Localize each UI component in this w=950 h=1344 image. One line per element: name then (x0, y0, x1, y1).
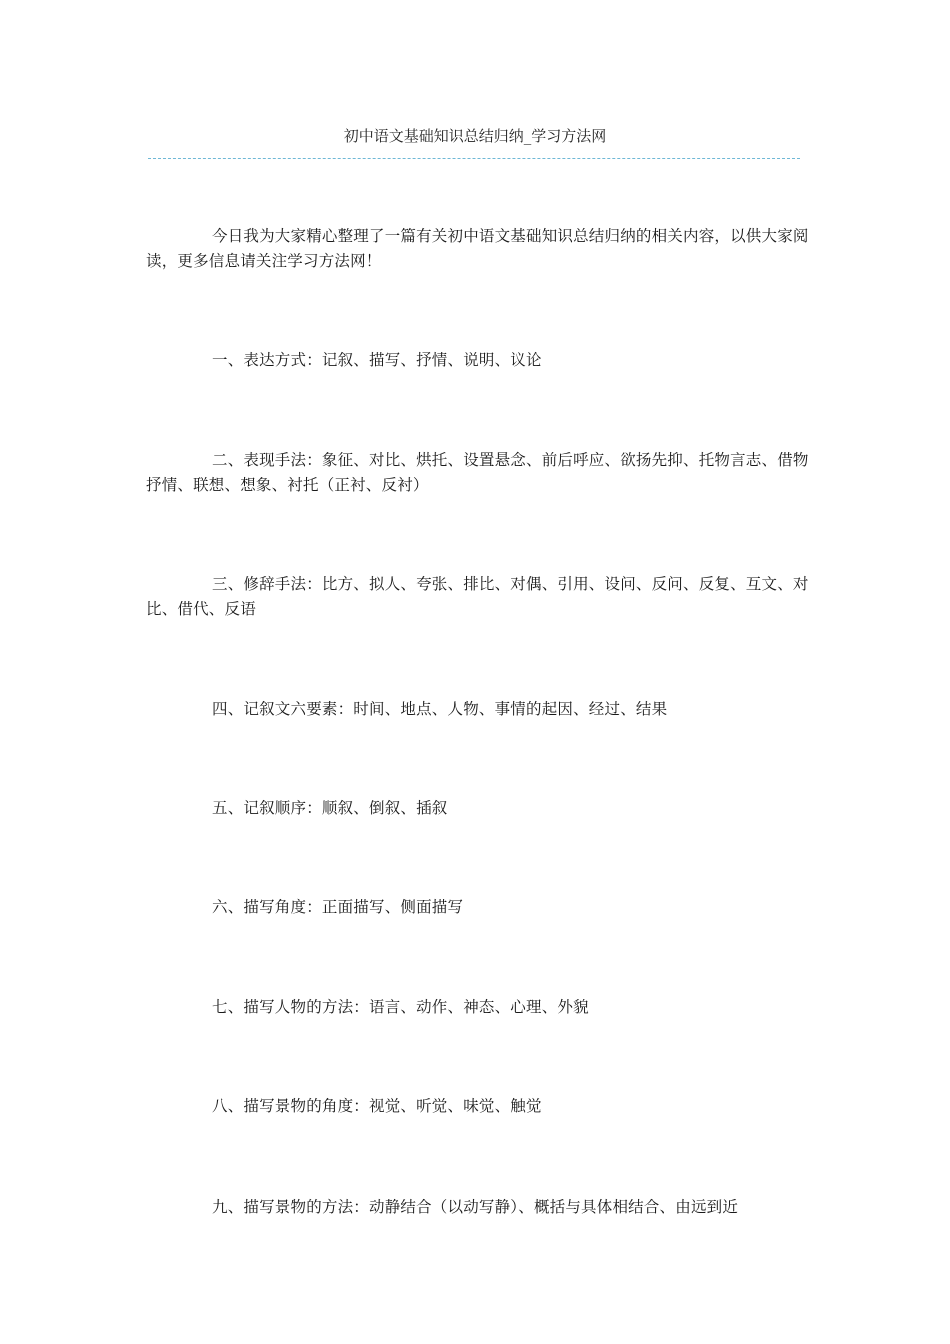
item-description-angles: 六、描写角度：正面描写、侧面描写 (212, 898, 464, 916)
item-scenery-angles: 八、描写景物的角度：视觉、听觉、味觉、触觉 (212, 1097, 542, 1115)
item-scenery-methods: 九、描写景物的方法：动静结合（以动写静）、概括与具体相结合、由远到近 (212, 1198, 739, 1216)
intro-paragraph: 今日我为大家精心整理了一篇有关初中语文基础知识总结归纳的相关内容，以供大家阅读，更多信息请关注学习方法网！ (146, 227, 809, 270)
item-expression-methods: 一、表达方式：记叙、描写、抒情、说明、议论 (212, 351, 542, 369)
item-narrative-elements: 四、记叙文六要素：时间、地点、人物、事情的起因、经过、结果 (212, 700, 668, 718)
page-title: 初中语文基础知识总结归纳_学习方法网 (343, 127, 607, 145)
title-divider (148, 158, 800, 159)
item-character-description: 七、描写人物的方法：语言、动作、神态、心理、外貌 (212, 998, 589, 1016)
item-rhetorical-devices: 三、修辞手法：比方、拟人、夸张、排比、对偶、引用、设问、反问、反复、互文、对比、借代、反语 (146, 575, 809, 618)
item-narrative-order: 五、记叙顺序：顺叙、倒叙、插叙 (212, 799, 448, 817)
item-performance-techniques: 二、表现手法：象征、对比、烘托、设置悬念、前后呼应、欲扬先抑、托物言志、借物抒情、联想、想象、衬托（正衬、反衬） (146, 451, 809, 494)
